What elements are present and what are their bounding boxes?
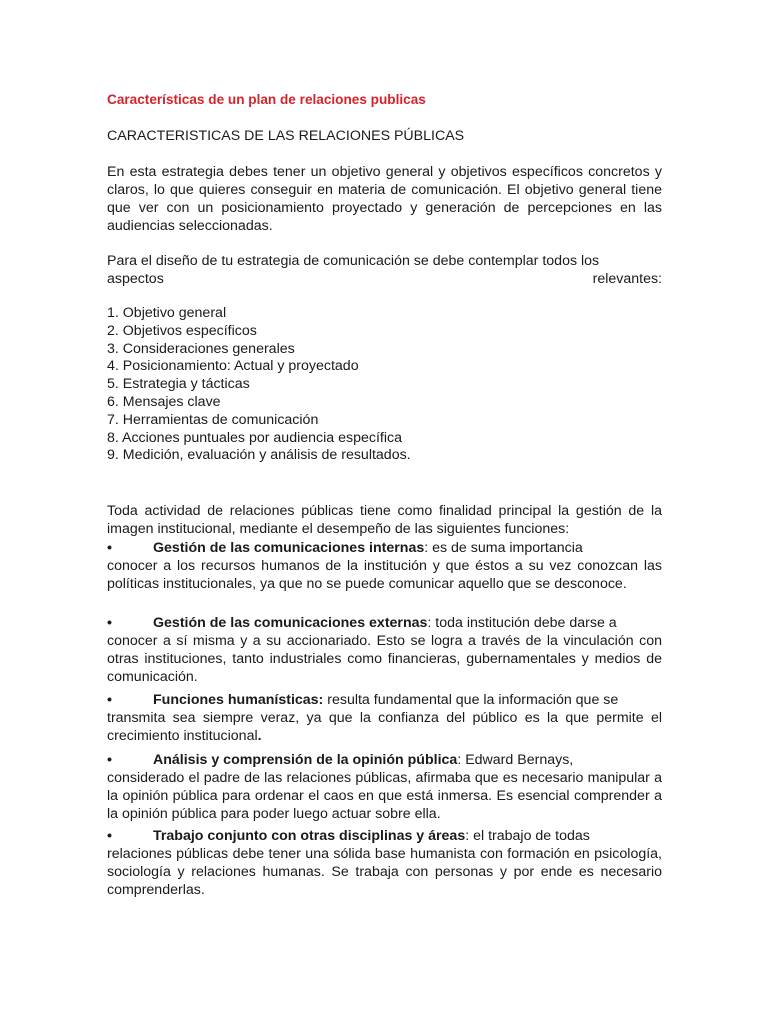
bullet-public-opinion bbox=[107, 751, 662, 823]
bullet-lead: : toda institución debe darse a bbox=[427, 615, 617, 631]
list-item: 8. Acciones puntuales por audiencia específica bbox=[107, 429, 402, 446]
bullet-head bbox=[107, 751, 662, 769]
paragraph-design-right: relevantes: bbox=[592, 271, 662, 287]
bullet-heading: Análisis y comprensión de la opinión pública bbox=[153, 752, 458, 768]
bullet-body-end: . bbox=[257, 728, 262, 744]
list-item: 6. Mensajes clave bbox=[107, 393, 221, 410]
aspects-list bbox=[107, 305, 411, 465]
list-item: 3. Consideraciones generales bbox=[107, 340, 295, 357]
bullet-lead: : es de suma importancia bbox=[424, 540, 583, 556]
paragraph-strategy: En esta estrategia debes tener un objetivo general y objetivos específicos concretos y claros, lo que quieres conseguir en materia de comunicación. El objetivo general tiene que ver con un posicionamiento proyectado y generación de percepciones en las audiencias seleccionadas. bbox=[107, 164, 662, 234]
paragraph-design-left: aspectos bbox=[107, 271, 164, 287]
section-heading: CARACTERISTICAS DE LAS RELACIONES PÚBLICAS bbox=[107, 128, 465, 144]
bullet-first-line bbox=[153, 691, 662, 709]
paragraph-design-line1: Para el diseño de tu estrategia de comunicación se debe contemplar todos los bbox=[107, 253, 600, 269]
bullet-heading: Gestión de las comunicaciones internas bbox=[153, 540, 425, 556]
bullet-body: considerado el padre de las relaciones públicas, afirmaba que es necesario manipular a la opinión pública para ordenar el caos en que está inmersa. Es esencial comprender a la opinión pública para poder luego actuar sobre ella. bbox=[107, 770, 662, 822]
paragraph-design bbox=[107, 252, 662, 288]
bullet-dot-icon: • bbox=[107, 540, 112, 556]
bullet-dot-icon: • bbox=[107, 828, 112, 844]
bullet-body: transmita sea siempre veraz, ya que la confianza del público es la que permite el crecimiento institucional bbox=[107, 710, 662, 744]
bullet-body: conocer a los recursos humanos de la institución y que éstos a su vez conozcan las políticas institucionales, ya que no se puede comunicar aquello que se desconoce. bbox=[107, 558, 662, 592]
bullet-body-wrap bbox=[107, 709, 662, 745]
bullet-dot-icon: • bbox=[107, 615, 112, 631]
bullet-head bbox=[107, 691, 662, 709]
bullet-humanistic-functions bbox=[107, 691, 662, 745]
document-title: Características de un plan de relaciones publicas bbox=[107, 92, 426, 107]
paragraph-functions: Toda actividad de relaciones públicas tiene como finalidad principal la gestión de la imagen institucional, mediante el desempeño de las siguientes funciones: bbox=[107, 503, 662, 537]
bullet-first-line bbox=[153, 827, 662, 845]
bullet-heading: Gestión de las comunicaciones externas bbox=[153, 615, 428, 631]
bullet-first-line bbox=[153, 751, 662, 769]
list-item: 7. Herramientas de comunicación bbox=[107, 411, 319, 428]
bullet-dot-icon: • bbox=[107, 692, 112, 708]
bullet-body: conocer a sí misma y a su accionariado. Esto se logra a través de la vinculación con otras instituciones, tanto industriales como financieras, gubernamentales y medios de comunicación. bbox=[107, 633, 662, 685]
bullet-lead: : el trabajo de todas bbox=[465, 828, 590, 844]
bullet-first-line bbox=[153, 539, 662, 557]
bullet-external-communications bbox=[107, 614, 662, 686]
list-item: 9. Medición, evaluación y análisis de resultados. bbox=[107, 447, 411, 464]
bullet-first-line bbox=[153, 614, 662, 632]
bullet-lead: resulta fundamental que la información que se bbox=[323, 692, 619, 708]
bullet-joint-work bbox=[107, 827, 662, 899]
list-item: 5. Estrategia y tácticas bbox=[107, 376, 250, 393]
paragraph-design-line2 bbox=[107, 270, 662, 288]
bullet-internal-communications bbox=[107, 539, 662, 593]
list-item: 4. Posicionamiento: Actual y proyectado bbox=[107, 358, 359, 375]
bullet-dot-icon: • bbox=[107, 752, 112, 768]
bullet-heading: Trabajo conjunto con otras disciplinas y áreas bbox=[153, 828, 466, 844]
bullet-lead: : Edward Bernays, bbox=[457, 752, 574, 768]
bullet-head bbox=[107, 539, 662, 557]
bullet-heading: Funciones humanísticas: bbox=[153, 692, 324, 708]
bullet-head bbox=[107, 614, 662, 632]
list-item: 1. Objetivo general bbox=[107, 305, 227, 321]
bullet-body: relaciones públicas debe tener una sólida base humanista con formación en psicología, sociología y relaciones humanas. Se trabaja con personas y por ende es necesario comprenderlas. bbox=[107, 846, 662, 898]
list-item: 2. Objetivos específicos bbox=[107, 322, 257, 339]
bullet-head bbox=[107, 827, 662, 845]
